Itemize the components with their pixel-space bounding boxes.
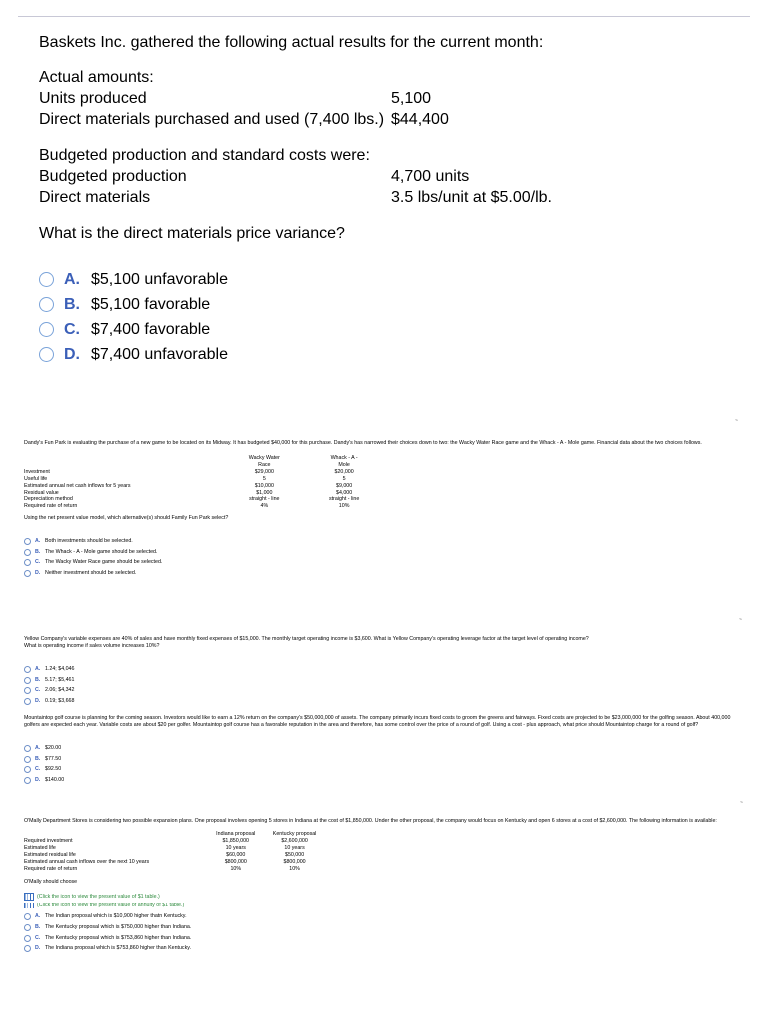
q2-choices bbox=[24, 536, 746, 579]
q2-choice-b[interactable] bbox=[24, 547, 746, 558]
q4-choice-c[interactable] bbox=[24, 764, 746, 775]
row-label: Required rate of return bbox=[24, 865, 78, 872]
q3-intro2: What is operating income if sales volume increases 10%? bbox=[24, 643, 160, 649]
table-row bbox=[24, 483, 384, 490]
choice-text: $5,100 unfavorable bbox=[91, 271, 228, 288]
q1-intro: Baskets Inc. gathered the following actual results for the current month: bbox=[39, 34, 544, 51]
cell: 4% bbox=[260, 503, 269, 510]
units-produced-label: Units produced bbox=[39, 90, 147, 107]
table-row bbox=[24, 469, 384, 476]
q4-choice-b[interactable] bbox=[24, 754, 746, 765]
cell: $20,000 bbox=[334, 468, 354, 475]
table-icon[interactable] bbox=[24, 903, 34, 908]
choice-text: Neither investment should be selected. bbox=[45, 570, 137, 577]
q1-choice-a[interactable] bbox=[39, 267, 739, 292]
table-icon[interactable] bbox=[24, 893, 34, 901]
row-label: Estimated life bbox=[24, 844, 56, 851]
choice-letter: B. bbox=[35, 923, 41, 930]
col-head: Race bbox=[258, 461, 271, 468]
q3-choices bbox=[24, 664, 746, 707]
choice-letter: A. bbox=[64, 271, 80, 288]
q4-choice-d[interactable] bbox=[24, 775, 746, 786]
row-label: Estimated residual life bbox=[24, 851, 76, 858]
q4-choices bbox=[24, 743, 746, 786]
radio-button[interactable] bbox=[24, 913, 31, 920]
cell: $800,000 bbox=[283, 858, 306, 865]
cell: 10% bbox=[230, 865, 242, 872]
cell: $60,000 bbox=[226, 851, 246, 858]
row-label: Residual value bbox=[24, 489, 59, 496]
q1-choice-c[interactable] bbox=[39, 317, 739, 342]
choice-letter: A. bbox=[35, 538, 41, 545]
radio-button[interactable] bbox=[24, 745, 31, 752]
radio-button[interactable] bbox=[24, 756, 31, 763]
cell: $4,000 bbox=[336, 489, 353, 496]
row-label: Depreciation method bbox=[24, 496, 73, 503]
budgeted-production-value: 4,700 units bbox=[391, 168, 470, 185]
table-row bbox=[24, 476, 384, 483]
q2-table bbox=[24, 455, 384, 510]
choice-letter: B. bbox=[35, 755, 41, 762]
choice-letter: A. bbox=[35, 665, 41, 672]
choice-text: 2.06; $4,342 bbox=[45, 687, 75, 694]
row-label: Required rate of return bbox=[24, 503, 78, 510]
q2-choice-d[interactable] bbox=[24, 568, 746, 579]
link-text[interactable]: (Click the icon to view the present value of annuity of $1 table.) bbox=[37, 903, 185, 909]
choice-text: $20.00 bbox=[45, 744, 62, 751]
cell: 10 years bbox=[284, 844, 305, 851]
cell: 5 bbox=[262, 475, 266, 482]
row-label: Estimated annual net cash inflows for 5 years bbox=[24, 482, 131, 489]
choice-letter: B. bbox=[35, 676, 41, 683]
radio-button[interactable] bbox=[24, 777, 31, 784]
radio-button[interactable] bbox=[39, 347, 54, 362]
q5-intro: O'Mally Department Stores is considering two possible expansion plans. One proposal involves opening 5 stores in Indiana at the cost of $1,850,000. Under the other proposal, the company would focus on Kentucky and open 6 stores at a cost of $2,600,000. The following information is available: bbox=[24, 818, 717, 824]
choice-letter: C. bbox=[35, 934, 41, 941]
question-4 bbox=[24, 715, 746, 786]
radio-button[interactable] bbox=[24, 677, 31, 684]
choice-letter: A. bbox=[35, 744, 41, 751]
cell: $50,000 bbox=[285, 851, 305, 858]
corner-mark: ~ bbox=[739, 617, 742, 623]
choice-text: The Whack - A - Mole game should be selected. bbox=[45, 548, 158, 555]
cell: $1,850,000 bbox=[222, 837, 249, 844]
table-row bbox=[24, 859, 324, 866]
q3-choice-a[interactable] bbox=[24, 664, 746, 675]
choice-letter: C. bbox=[35, 687, 41, 694]
radio-button[interactable] bbox=[24, 559, 31, 566]
choice-letter: C. bbox=[35, 559, 41, 566]
choice-text: $7,400 unfavorable bbox=[91, 346, 228, 363]
q5-choices bbox=[24, 911, 746, 954]
q5-choice-a[interactable] bbox=[24, 911, 746, 922]
q4-intro: Mountaintop golf course is planning for the coming season. Investors would like to earn a 12% return on the company's $50,000,000 of assets. The company primarily incurs fixed costs to groom the greens and fairways. Fixed costs are projected to be $23,000,000 for the golfing season. About 400,000 golfers are expected each year. Variable costs are about $20 per golfer. Mountaintop golf course has a favorable reputation in the area and therefore, has some control over the price of a round of golf. Using a cost - plus approach, what price should Mountaintop charge for a round of golf? bbox=[24, 715, 731, 728]
choice-letter: A. bbox=[35, 913, 41, 920]
question-5 bbox=[24, 818, 746, 954]
q2-choice-a[interactable] bbox=[24, 536, 746, 547]
q2-intro: Dandy's Fun Park is evaluating the purchase of a new game to be located on its Midway. It has budgeted $40,000 for this purchase. Dandy's has narrowed their choices down to two: the Wacky Water Race game and the Whack - A - Mole game. Financial data about the two choices follows. bbox=[24, 440, 702, 446]
choice-text: The Kentucky proposal which is $753,860 higher than Indiana. bbox=[45, 934, 192, 941]
cell: $29,000 bbox=[254, 468, 274, 475]
choice-text: The Indian proposal which is $10,900 higher thatn Kentucky. bbox=[45, 913, 187, 920]
radio-button[interactable] bbox=[39, 322, 54, 337]
q5-choice-c[interactable] bbox=[24, 933, 746, 944]
budget-heading: Budgeted production and standard costs were: bbox=[39, 147, 370, 164]
q1-choice-d[interactable] bbox=[39, 342, 739, 367]
choice-letter: D. bbox=[64, 346, 80, 363]
cell: $1,000 bbox=[256, 489, 273, 496]
choice-text: The Indiana proposal which is $753,860 higher than Kentucky. bbox=[45, 945, 191, 952]
cell: 10% bbox=[289, 865, 300, 872]
corner-mark: ~ bbox=[740, 800, 743, 806]
q4-choice-a[interactable] bbox=[24, 743, 746, 754]
budget-block bbox=[39, 145, 739, 208]
pv-table-link[interactable] bbox=[24, 893, 746, 901]
top-divider bbox=[18, 16, 750, 17]
row-label: Estimated annual cash inflows over the next 10 years bbox=[24, 858, 150, 865]
actual-heading: Actual amounts: bbox=[39, 69, 154, 86]
q1-choices bbox=[39, 267, 739, 367]
units-produced-value: 5,100 bbox=[391, 90, 432, 107]
choice-text: 5.17; $5,461 bbox=[45, 676, 75, 683]
choice-text: Both investments should be selected. bbox=[45, 538, 133, 545]
choice-text: $92.50 bbox=[45, 766, 62, 773]
table-row bbox=[24, 838, 324, 845]
cell: 5 bbox=[342, 475, 346, 482]
choice-text: $140.00 bbox=[45, 776, 65, 783]
choice-text: $77.50 bbox=[45, 755, 62, 762]
q3-choice-d[interactable] bbox=[24, 696, 746, 707]
choice-letter: B. bbox=[35, 548, 41, 555]
radio-button[interactable] bbox=[24, 766, 31, 773]
choice-letter: D. bbox=[35, 776, 41, 783]
cell: $9,000 bbox=[336, 482, 353, 489]
radio-button[interactable] bbox=[24, 687, 31, 694]
q2-question: Using the net present value model, which alternative(s) should Family Fun Park select? bbox=[24, 515, 229, 522]
budgeted-production-row bbox=[39, 166, 739, 187]
choice-text: $5,100 favorable bbox=[91, 296, 211, 313]
radio-button[interactable] bbox=[24, 538, 31, 545]
q3-intro: Yellow Company's variable expenses are 40% of sales and have monthly fixed expenses of $15,000. The monthly target operating income is $3,600. What is Yellow Company's operating leverage factor at the target level of operating income? bbox=[24, 636, 589, 642]
choice-letter: D. bbox=[35, 945, 41, 952]
choice-text: 1.24; $4,046 bbox=[45, 665, 75, 672]
pv-annuity-link[interactable] bbox=[24, 903, 746, 908]
col-head: Indiana proposal bbox=[216, 831, 256, 837]
col-head: Mole bbox=[338, 461, 350, 468]
table-row bbox=[24, 866, 324, 873]
q1-choice-b[interactable] bbox=[39, 292, 739, 317]
row-label: Required investment bbox=[24, 837, 73, 844]
row-label: Useful life bbox=[24, 475, 48, 482]
choice-text: The Wacky Water Race game should be selected. bbox=[45, 559, 163, 566]
col-head: Kentucky proposal bbox=[272, 831, 317, 837]
q3-choice-b[interactable] bbox=[24, 675, 746, 686]
radio-button[interactable] bbox=[39, 272, 54, 287]
radio-button[interactable] bbox=[24, 666, 31, 673]
row-label: Investment bbox=[24, 468, 50, 475]
corner-mark: ~ bbox=[735, 418, 738, 424]
q5-should-choose: O'Mally should choose bbox=[24, 879, 78, 886]
table-row bbox=[24, 490, 384, 497]
direct-materials-value: 3.5 lbs/unit at $5.00/lb. bbox=[391, 189, 552, 206]
cell: $10,000 bbox=[254, 482, 274, 489]
cell: 10% bbox=[338, 503, 350, 510]
choice-letter: D. bbox=[35, 697, 41, 704]
table-row bbox=[24, 503, 384, 510]
radio-button[interactable] bbox=[24, 698, 31, 705]
radio-button[interactable] bbox=[24, 945, 31, 952]
budgeted-production-label: Budgeted production bbox=[39, 168, 187, 185]
cell: $2,600,000 bbox=[281, 837, 308, 844]
choice-letter: C. bbox=[64, 321, 80, 338]
dm-used-label: Direct materials purchased and used (7,400 lbs.) bbox=[39, 111, 385, 128]
radio-button[interactable] bbox=[39, 297, 54, 312]
cell: straight - line bbox=[328, 496, 360, 503]
table-row bbox=[24, 852, 324, 859]
radio-button[interactable] bbox=[24, 549, 31, 556]
question-3 bbox=[24, 636, 746, 707]
cell: $800,000 bbox=[224, 858, 247, 865]
direct-materials-label: Direct materials bbox=[39, 189, 151, 206]
q3-choice-c[interactable] bbox=[24, 685, 746, 696]
direct-materials-used-row bbox=[39, 109, 739, 130]
radio-button[interactable] bbox=[24, 924, 31, 931]
choice-text: The Kentucky proposal which is $750,000 higher than Indiana. bbox=[45, 923, 192, 930]
cell: 10 years bbox=[225, 844, 246, 851]
q2-choice-c[interactable] bbox=[24, 558, 746, 569]
table-row bbox=[24, 496, 384, 503]
choice-text: 0.19; $3,668 bbox=[45, 697, 75, 704]
col-head: Wacky Water bbox=[248, 455, 280, 461]
link-text[interactable]: (Click the icon to view the present value of $1 table.) bbox=[37, 893, 160, 900]
radio-button[interactable] bbox=[24, 570, 31, 577]
col-head: Whack - A - bbox=[330, 455, 358, 461]
q5-choice-d[interactable] bbox=[24, 944, 746, 955]
cell: straight - line bbox=[249, 496, 280, 503]
q5-choice-b[interactable] bbox=[24, 922, 746, 933]
radio-button[interactable] bbox=[24, 935, 31, 942]
choice-letter: C. bbox=[35, 766, 41, 773]
question-1 bbox=[39, 28, 739, 367]
question-2 bbox=[24, 440, 746, 579]
q5-table bbox=[24, 831, 324, 872]
choice-letter: D. bbox=[35, 570, 41, 577]
choice-letter: B. bbox=[64, 296, 80, 313]
direct-materials-row bbox=[39, 187, 739, 208]
units-produced-row bbox=[39, 88, 739, 109]
q1-question: What is the direct materials price variance? bbox=[39, 225, 345, 242]
table-row bbox=[24, 845, 324, 852]
dm-used-value: $44,400 bbox=[391, 111, 449, 128]
actual-amounts-block bbox=[39, 67, 739, 130]
choice-text: $7,400 favorable bbox=[91, 321, 211, 338]
